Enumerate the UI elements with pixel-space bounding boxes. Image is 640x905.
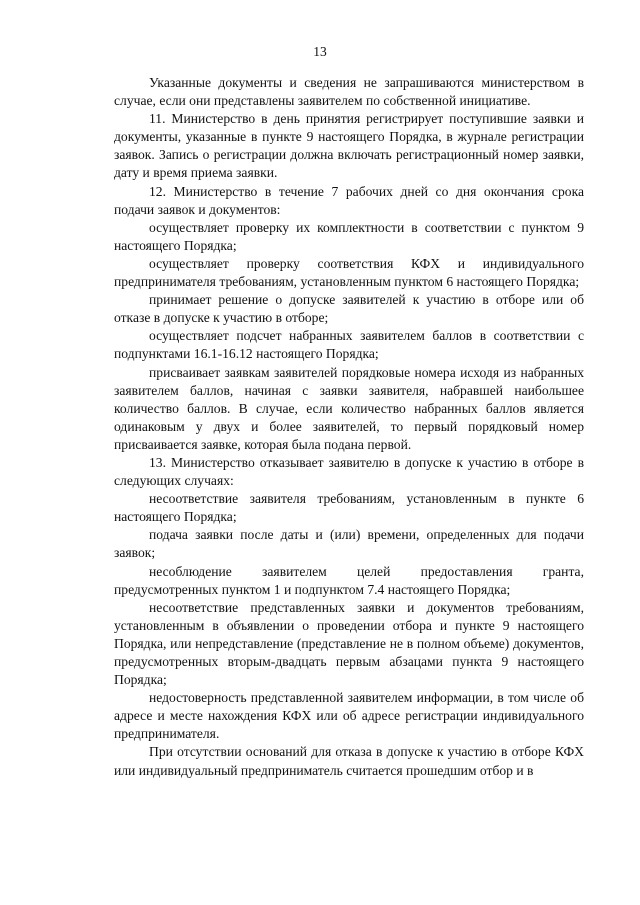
paragraph: 11. Министерство в день принятия регистрирует поступившие заявки и документы, указанные в пункте 9 настоящего Порядка, в журнале регистрации заявок. Запись о регистрации должна включать регистрационный номер заявки, дату и время приема заявки. <box>114 111 584 181</box>
page-number: 13 <box>313 44 327 59</box>
paragraph: принимает решение о допуске заявителей к участию в отборе или об отказе в допуске к участию в отборе; <box>114 292 584 326</box>
paragraph: Указанные документы и сведения не запрашиваются министерством в случае, если они представлены заявителем по собственной инициативе. <box>114 75 584 109</box>
paragraph: осуществляет проверку соответствия КФХ и индивидуального предпринимателя требованиям, установленным пунктом 6 настоящего Порядка; <box>114 255 584 290</box>
paragraph: При отсутствии оснований для отказа в допуске к участию в отборе КФХ или индивидуальный предприниматель считается прошедшим отбор и в <box>114 744 584 778</box>
paragraph: несоответствие заявителя требованиям, установленным в пункте 6 настоящего Порядка; <box>114 491 584 525</box>
document-body <box>114 74 584 780</box>
paragraph: несоблюдение заявителем целей предоставления гранта, предусмотренных пунктом 1 и подпунктом 7.4 настоящего Порядка; <box>114 563 584 597</box>
paragraph: недостоверность представленной заявителем информации, в том числе об адресе и месте нахождения КФХ или об адресе регистрации индивидуального предпринимателя. <box>114 690 584 742</box>
paragraph: подача заявки после даты и (или) времени, определенных для подачи заявок; <box>114 527 584 561</box>
paragraph: 13. Министерство отказывает заявителю в допуске к участию в отборе в следующих случаях: <box>114 454 584 489</box>
paragraph: осуществляет подсчет набранных заявителем баллов в соответствии с подпунктами 16.1-16.12 настоящего Порядка; <box>114 328 584 362</box>
paragraph: присваивает заявкам заявителей порядковые номера исходя из набранных заявителем баллов, начиная с заявки заявителя, набравшей наибольшее количество баллов. В случае, если количество набранных баллов является одинаковым у двух и более заявителей, то первый порядковый номер присваивается заявке, которая была подана первой. <box>114 364 584 452</box>
paragraph: 12. Министерство в течение 7 рабочих дней со дня окончания срока подачи заявок и документов: <box>114 183 584 217</box>
paragraph: несоответствие представленных заявки и документов требованиям, установленным в объявлении о проведении отбора и пункте 9 настоящего Порядка, или непредставление (представление не в полном объеме) документов, предусмотренных вторым-двадцать первым абзацами пункта 9 настоящего Порядка; <box>114 599 584 688</box>
paragraph: осуществляет проверку их комплектности в соответствии с пунктом 9 настоящего Порядка; <box>114 219 584 253</box>
